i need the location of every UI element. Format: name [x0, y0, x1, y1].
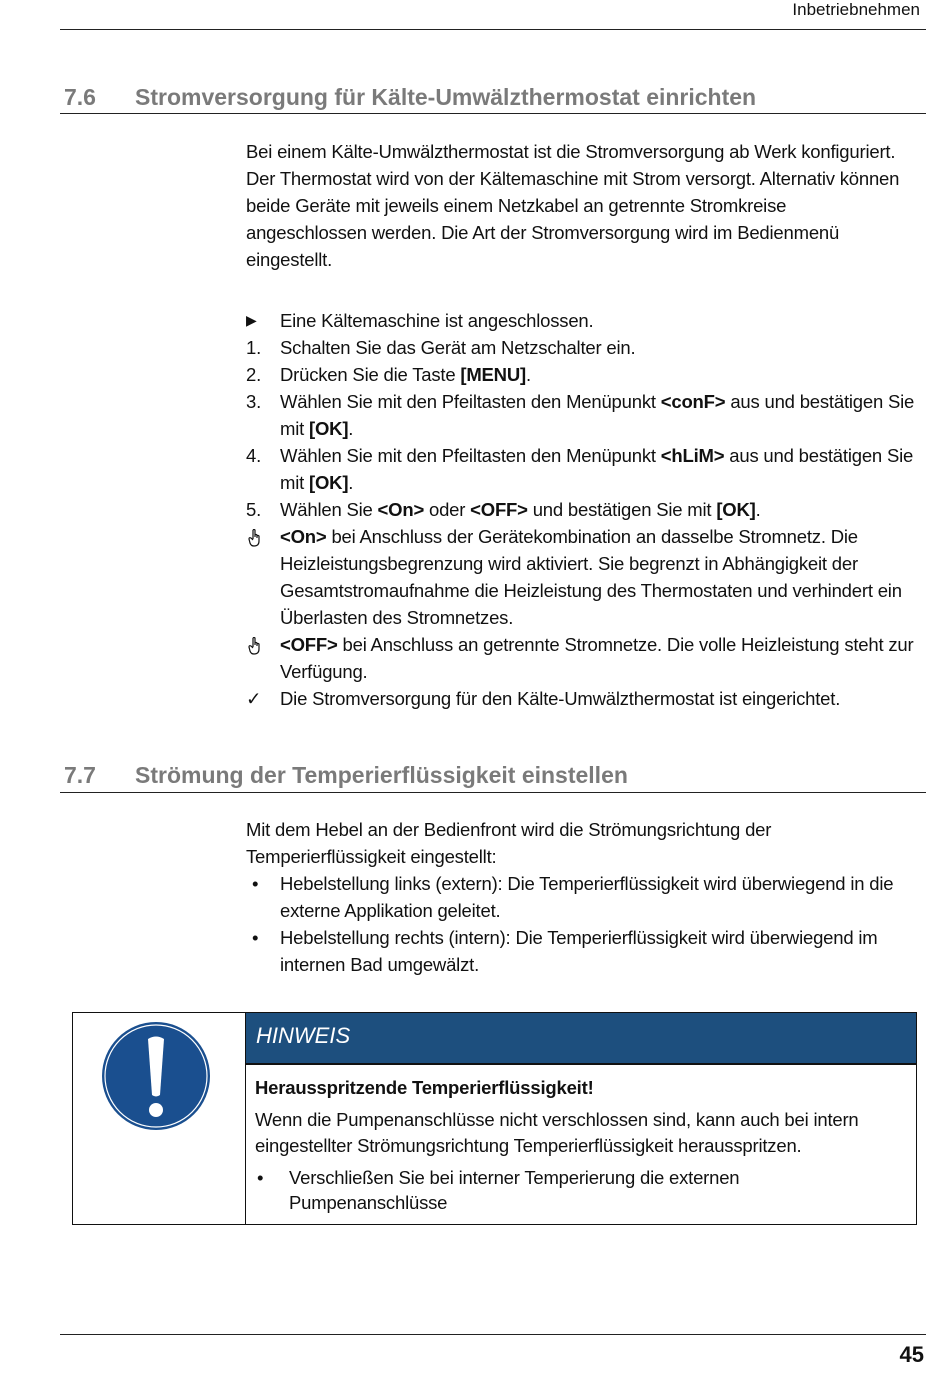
section-title: Strömung der Temperierflüssigkeit einstellen [135, 762, 628, 788]
bullet-item [255, 1165, 809, 1215]
option-label: <OFF> [470, 499, 528, 520]
precondition-arrow-icon: ▶ [246, 312, 257, 328]
menu-item-label: <hLiM> [660, 445, 725, 466]
notice-text: Wenn die Pumpenanschlüsse nicht verschlossen sind, kann auch bei intern eingestellter Strömungsrichtung Temperierflüssigkeit herausspritzen. [255, 1109, 859, 1156]
note-item [246, 523, 926, 631]
option-label: <On> [280, 526, 327, 547]
step-text: . [348, 472, 354, 493]
result-item [246, 685, 926, 712]
intro-paragraph: Mit dem Hebel an der Bedienfront wird die Strömungsrichtung der Temperierflüssigkeit eingestellt: [246, 819, 772, 867]
procedure-list [246, 307, 926, 712]
step-number: 1. [246, 337, 262, 358]
step-item [246, 334, 926, 361]
check-icon: ✓ [246, 688, 262, 709]
precondition-text: Eine Kältemaschine ist angeschlossen. [280, 310, 594, 331]
note-text: bei Anschluss an getrennte Stromnetze. Die volle Heizleistung steht zur Verfügung. [280, 634, 914, 682]
header-rule [60, 29, 926, 30]
precondition-item [246, 307, 926, 334]
step-item [246, 388, 926, 442]
section-number: 7.7 [64, 762, 96, 788]
bullet-icon: • [252, 873, 259, 894]
section-7-7-body [246, 816, 926, 978]
page-number: 45 [899, 1342, 924, 1367]
step-text: . [348, 418, 354, 439]
notice-label-bar [246, 1013, 916, 1065]
option-label: <On> [377, 499, 425, 520]
notice-icon-cell [73, 1013, 246, 1224]
step-text: und bestätigen Sie mit [527, 499, 717, 520]
notice-content [255, 1075, 904, 1215]
step-text: . [755, 499, 761, 520]
bullet-text: Hebelstellung links (extern): Die Temperierflüssigkeit wird überwiegend in die externe Applikation geleitet. [280, 873, 894, 921]
intro-paragraph: Bei einem Kälte-Umwälzthermostat ist die Stromversorgung ab Werk konfiguriert. Der Thermostat wird von der Kältemaschine mit Strom versorgt. Alternativ können beide Geräte mit jeweils einem Netzkabel an getrennte Stromkreise angeschlossen werden. Die Art der Stromversorgung wird im Bedienmenü eingestellt. [246, 141, 900, 270]
bullet-item [246, 924, 926, 978]
menu-item-label: <conF> [660, 391, 726, 412]
key-label: [MENU] [460, 364, 526, 385]
step-number: 3. [246, 391, 262, 412]
key-label: [OK] [716, 499, 756, 520]
step-item [246, 442, 926, 496]
result-text: Die Stromversorgung für den Kälte-Umwälzthermostat ist eingerichtet. [280, 688, 841, 709]
step-text: Wählen Sie mit den Pfeiltasten den Menüpunkt [280, 445, 661, 466]
step-text: aus und bestätigen Sie mit [280, 445, 914, 493]
section-rule [60, 792, 926, 793]
notice-label: HINWEIS [256, 1023, 351, 1048]
step-text: Drücken Sie die Taste [280, 364, 461, 385]
step-text: aus und bestätigen Sie mit [280, 391, 915, 439]
step-item [246, 361, 926, 388]
key-label: [OK] [309, 472, 349, 493]
notice-box [72, 1012, 917, 1225]
step-item [246, 496, 926, 523]
bullet-text: Hebelstellung rechts (intern): Die Temperierflüssigkeit wird überwiegend im internen Bad umgewälzt. [280, 927, 878, 975]
section-7-6-body [246, 138, 926, 712]
notice-bullet-list [255, 1165, 904, 1215]
step-text: Wählen Sie mit den Pfeiltasten den Menüpunkt [280, 391, 661, 412]
step-text: . [525, 364, 531, 385]
footer-rule [60, 1334, 926, 1335]
bullet-list [246, 870, 926, 978]
note-item [246, 631, 926, 685]
step-number: 5. [246, 499, 262, 520]
section-rule [60, 113, 926, 114]
exclamation-circle-icon [101, 1021, 211, 1136]
bullet-text: Verschließen Sie bei interner Temperierung die externen Pumpenanschlüsse [289, 1167, 740, 1213]
step-text: oder [424, 499, 471, 520]
step-number: 2. [246, 364, 262, 385]
section-title: Stromversorgung für Kälte-Umwälzthermostat einrichten [135, 84, 757, 110]
step-text: Schalten Sie das Gerät am Netzschalter ein. [280, 337, 636, 358]
notice-heading: Herausspritzende Temperierflüssigkeit! [255, 1077, 594, 1098]
running-header: Inbetriebnehmen [792, 0, 920, 19]
step-text: Wählen Sie [280, 499, 378, 520]
option-label: <OFF> [280, 634, 338, 655]
step-number: 4. [246, 445, 262, 466]
section-number: 7.6 [64, 84, 96, 110]
bullet-icon: • [252, 927, 259, 948]
key-label: [OK] [309, 418, 349, 439]
bullet-item [246, 870, 926, 924]
bullet-icon: • [257, 1167, 264, 1188]
note-text: bei Anschluss der Gerätekombination an dasselbe Stromnetz. Die Heizleistungsbegrenzung wird aktiviert. Sie begrenzt in Abhängigkeit der Gesamtstromaufnahme die Heizleistung des Thermostaten und verhindert ein Überlasten des Stromnetzes. [280, 526, 902, 628]
